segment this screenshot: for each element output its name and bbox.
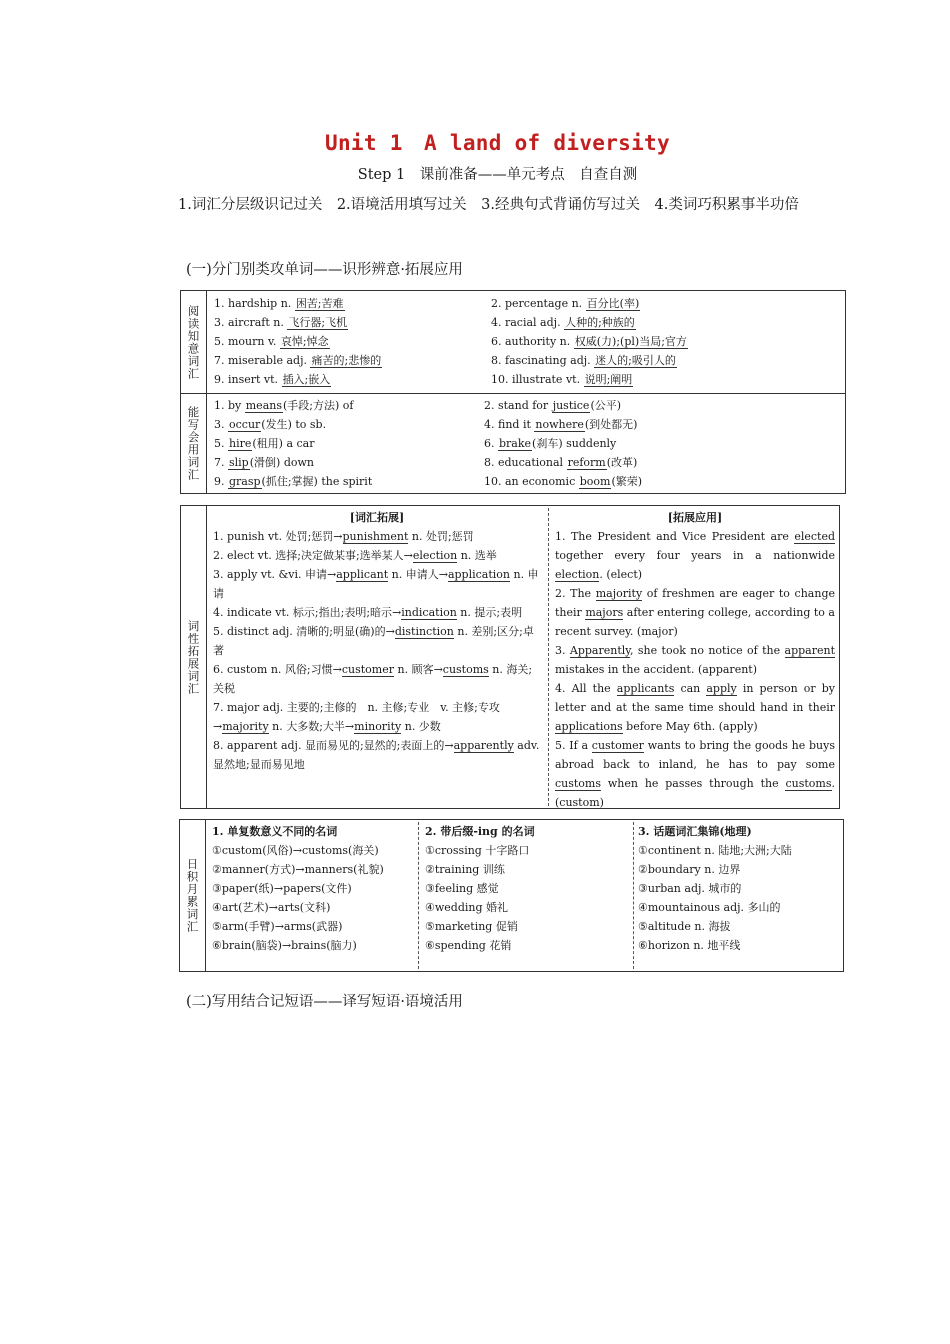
item-text: adv. 显然地;显而易见地 [213,739,540,771]
list-item: ⑤marketing 促销 [425,920,518,933]
step-heading: Step 1 课前准备——单元考点 自查自测 [357,167,638,183]
word-prompt: 3. aircraft n. [214,316,284,329]
answer: hire [229,437,252,450]
category-read: 阅读知意词汇 [181,291,207,393]
list-item: ③paper(纸)→papers(文件) [212,882,352,895]
answer: applicant [336,568,389,581]
application-item [555,527,835,584]
answer: customs [442,663,489,676]
item-text: 8. apparent adj. 显而易见的;显然的;表面上的→ [213,739,454,752]
answer: 痛苦的;悲惨的 [311,354,382,367]
expansion-item [213,736,541,774]
column-plural-nouns [212,822,417,955]
phrase-text: (发生) to sb. [261,418,327,431]
vocab-row-right [491,370,633,389]
phrase-text: 6. [484,437,498,450]
phrase-text: (到处都无) [584,418,638,431]
list-item: ⑥spending 花销 [425,939,512,952]
word-prompt: 10. illustrate vt. [491,373,581,386]
answer: 插入;嵌入 [282,373,331,386]
list-item: ③urban adj. 城市的 [638,882,742,895]
item-text: after entering college, according to a recent survey. (major) [555,606,835,638]
expansion-item [213,622,541,660]
answer: 权威(力);(pl)当局;官方 [574,335,687,348]
phrase-text: (公平) [590,399,622,412]
phrase-text: 8. educational [484,456,567,469]
item-text: 5. distinct adj. 清晰的;明显(确)的→ [213,625,395,638]
answer: majors [585,606,624,619]
expansion-application-column [555,508,835,812]
vocab-row-right [491,313,636,332]
list-item: ⑥horizon n. 地平线 [638,939,741,952]
answer: reform [567,456,606,469]
item-text: n. 提示;表明 [456,606,523,619]
item-text: 3. [555,644,570,657]
phrase-text: 2. stand for [484,399,552,412]
vocab-table-1 [180,290,846,494]
vocab-row-left [214,396,353,415]
item-text: n. 申请人→ [388,568,448,581]
phrase-text: 4. find it [484,418,535,431]
item-text: mistakes in the accident. (apparent) [555,663,758,676]
phrase-text: 5. [214,437,228,450]
list-item: ①crossing 十字路口 [425,844,530,857]
answer: 说明;阐明 [584,373,633,386]
vocab-row-right [484,396,621,415]
vocab-table-2 [180,505,840,809]
item-text: 5. If a [555,739,592,752]
vocab-row-left [214,313,348,332]
divider [548,508,549,806]
word-prompt: 2. percentage n. [491,297,583,310]
application-item [555,679,835,736]
list-item: ④art(艺术)→arts(文科) [212,901,331,914]
vocab-row-right [484,453,637,472]
vocab-row-right [484,434,616,453]
answer: grasp [229,475,261,488]
phrase-text: (刹车) suddenly [532,437,617,450]
list-item: ②boundary n. 边界 [638,863,741,876]
answer: brake [499,437,532,450]
item-text: together every four years in a nationwide [555,549,835,562]
answer: means [245,399,282,412]
application-item [555,641,835,679]
answer: 飞行器;飞机 [288,316,348,329]
phrase-text: 3. [214,418,228,431]
answer: election [555,568,600,581]
item-text: 2. The [555,587,596,600]
answer: 困苦;苦难 [295,297,344,310]
item-text: 3. apply vt. &vi. 申请→ [213,568,337,581]
answer: indication [401,606,457,619]
answer: slip [229,456,249,469]
answer: minority [354,720,402,733]
answer: application [447,568,510,581]
answer: applications [555,720,623,733]
answer: election [412,549,458,562]
vocab-table-3 [179,819,844,972]
column-ing-nouns [425,822,630,955]
item-text: can [674,682,707,695]
column-heading: 1. 单复数意义不同的名词 [212,825,338,838]
expansion-item [213,660,541,698]
section-heading-2: (二)写用结合记短语——译写短语·语境活用 [186,994,463,1010]
vocab-row-right [491,294,640,313]
application-item [555,584,835,641]
item-text: in person or by letter and at the same time should hand in their [555,682,836,714]
answer: 迷人的;吸引人的 [595,354,676,367]
phrase-text: (手段;方法) of [282,399,354,412]
answer: Apparently [569,644,631,657]
item-text: 4. indicate vt. 标示;指出;表明;暗示→ [213,606,402,619]
word-prompt: 5. mourn v. [214,335,277,348]
phrase-text: 9. [214,475,228,488]
answer: boom [579,475,611,488]
answer: majority [595,587,643,600]
vocab-row-left [214,370,331,389]
item-text: n. 处罚;惩罚 [408,530,474,543]
item-text: when he passes through the [601,777,786,790]
answer: apparently [453,739,514,752]
phrase-text: (租用) a car [252,437,315,450]
intro-text: 1.词汇分层级识记过关 2.语境活用填写过关 3.经典句式背诵仿写过关 4.类词巧积累事半功倍 [178,197,799,213]
answer: punishment [342,530,409,543]
vocab-row-right [484,472,642,491]
column-heading: 2. 带后缀-ing 的名词 [425,825,535,838]
item-text: n. 大多数;大半→ [268,720,355,733]
answer: apply [706,682,737,695]
phrase-text: (繁荣) [611,475,643,488]
vocab-row-left [214,453,314,472]
expansion-item [213,565,541,603]
word-prompt: 8. fascinating adj. [491,354,591,367]
phrase-text: 1. by [214,399,245,412]
list-item: ⑤arm(手臂)→arms(武器) [212,920,343,933]
answer: nowhere [535,418,584,431]
divider [633,822,634,969]
item-text: n. 申请 [213,568,539,600]
item-text: 1. The President and Vice President are [555,530,795,543]
item-text: n. 差别;区分;卓著 [213,625,534,657]
item-text: of freshmen are eager to change their [555,587,835,619]
column-geography [638,822,838,955]
list-item: ①continent n. 陆地;大洲;大陆 [638,844,792,857]
vocab-row-left [214,351,382,370]
phrase-text: (抓住;掌握) the spirit [261,475,373,488]
word-prompt: 7. miserable adj. [214,354,307,367]
expansion-item [213,527,541,546]
list-item: ①custom(风俗)→customs(海关) [212,844,379,857]
list-item: ④mountainous adj. 多山的 [638,901,781,914]
item-text: before May 6th. (apply) [622,720,758,733]
list-item: ②manner(方式)→manners(礼貌) [212,863,384,876]
list-item: ③feeling 感觉 [425,882,499,895]
answer: customer [591,739,644,752]
item-text: . (custom) [555,777,835,809]
word-prompt: 6. authority n. [491,335,571,348]
phrase-text: 10. an economic [484,475,579,488]
category-accumulate: 日积月累词汇 [180,820,206,971]
item-text: 1. punish vt. 处罚;惩罚→ [213,530,343,543]
vocab-row-left [214,472,372,491]
category-derive: 词性拓展词汇 [181,506,207,808]
answer: justice [552,399,590,412]
answer: 哀悼;悼念 [280,335,329,348]
section-heading-1: (一)分门别类攻单词——识形辨意·拓展应用 [186,262,463,278]
vocab-row-right [491,332,688,351]
divider [181,393,845,394]
item-text: n. 顾客→ [394,663,443,676]
list-item: ②training 训练 [425,863,505,876]
answer: distinction [394,625,454,638]
word-prompt: 1. hardship n. [214,297,292,310]
answer: customer [341,663,394,676]
answer: customs [785,777,832,790]
vocab-row-right [491,351,677,370]
phrase-text: (滑倒) down [249,456,314,469]
divider [418,822,419,969]
vocab-row-left [214,332,330,351]
phrase-text: 7. [214,456,228,469]
item-text: n. 少数 [401,720,441,733]
list-item: ⑥brain(脑袋)→brains(脑力) [212,939,357,952]
vocab-row-left [214,434,315,453]
vocab-row-left [214,294,345,313]
expansion-item [213,603,541,622]
vocab-row-right [484,415,637,434]
answer: customs [555,777,602,790]
right-heading: [拓展应用] [667,511,723,524]
item-text: 7. major adj. 主要的;主修的 n. 主修;专业 v. 主修;专攻→ [213,701,500,733]
answer: elected [794,530,835,543]
list-item: ⑤altitude n. 海拔 [638,920,731,933]
word-prompt: 9. insert vt. [214,373,279,386]
expansion-item [213,698,541,736]
answer: applicants [616,682,675,695]
answer: majority [222,720,269,733]
answer: apparent [784,644,835,657]
item-text: 2. elect vt. 选择;决定做某事;选举某人→ [213,549,413,562]
item-text: n. 海关;关税 [213,663,533,695]
item-text: n. 选举 [457,549,497,562]
vocab-row-left [214,415,326,434]
application-item [555,736,835,812]
item-text: , she took no notice of the [630,644,785,657]
answer: 人种的;种族的 [565,316,635,329]
item-text: wants to bring the goods he buys abroad back to inland, he has to pay some [555,739,835,771]
page-title: Unit 1 A land of diversity [325,131,670,155]
left-heading: [词汇拓展] [349,511,405,524]
list-item: ④wedding 婚礼 [425,901,509,914]
word-prompt: 4. racial adj. [491,316,561,329]
expansion-item [213,546,541,565]
word-expansion-column [213,508,541,774]
item-text: 6. custom n. 风俗;习惯→ [213,663,342,676]
item-text: . (elect) [599,568,643,581]
column-heading: 3. 话题词汇集锦(地理) [638,825,752,838]
answer: occur [229,418,261,431]
item-text: 4. All the [555,682,617,695]
answer: 百分比(率) [586,297,640,310]
phrase-text: (改革) [606,456,638,469]
category-write: 能写会用词汇 [181,393,207,494]
